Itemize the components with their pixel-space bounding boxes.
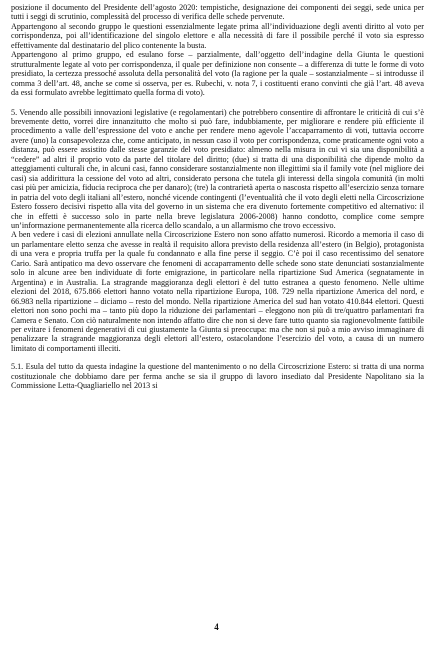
paragraph-spacer xyxy=(11,98,424,108)
paragraph-spacer xyxy=(11,353,424,362)
paragraph-section-5: 5. Venendo alle possibili innovazioni legislative (e regolamentari) che potrebbero consentire di affrontare le criticità di cui s’è brevemente detto, vorrei dire innanzitutto che molto si può fare, indubbiamente, per migliorare e rendere più efficiente il procedimento a valle dell’espressione del voto e anche per rendere meno agevole l’accaparramento di voti, tuttavia occorre avere (uno) la consapevolezza che, come anticipato, in nessun caso il voto per corrispondenza, come praticamente ogni voto a distanza, può essere assistito dalle stesse garanzie del voto presidiato: almeno nella misura in cui vi sia una disponibilità a “cedere” ad altri il proprio voto da parte del titolare del diritto; (due) si tratta di una disponibilità che dipende molto da atteggiamenti culturali che, in alcuni casi, fanno considerare sostanzialmente non illegittimi sia il family vote (nel migliore dei casi) sia addirittura la cessione del voto ad altri, considerato persona che tutela gli interessi della singola comunità (in molti casi più per amicizia, fiducia reciproca che per danaro); (tre) la contrarietà aperta o nascosta rispetto all’esercizio senza tornare in patria del voto degli italiani all’estero, nonché vicende contingenti (l’eventualità che il voto degli eletti nella Circoscrizione Estero fossero decisivi rispetto alla vita del governo in un sistema che era divenuto fortemente competitivo ed alternativo: il che in effetti è successo solo in parte nella breve legislatura 2006-2008) hanno condotto, complice come sempre un’informazione permanentemente alla ricerca dello scandalo, a un allarmismo che trovo eccessivo. xyxy=(11,107,424,230)
paragraph-posizione: posizione il documento del Presidente dell’agosto 2020: tempistiche, designazione dei componenti dei seggi, sede unica per tutti i seggi di scrutinio, complessità del processo di verifica delle schede pervenute. xyxy=(11,3,424,22)
paragraph-primo-gruppo: Appartengono al primo gruppo, ed esulano forse – parzialmente, dall’oggetto dell’indagine della Giunta le questioni strutturalmente legate al voto per corrispondenza, il quale per definizione non consente – a differenza di tutte le forme di voto presidiato, la certezza pressoché assoluta della personalità del voto (la ragione per la quale – sostanzialmente – si introdusse il comma 3 dell’art. 48, anche se come si osserva, per es. Rubechi, v. nota 7, i costituenti erano convinti che già l’art. 48 aveva da essi formulato avrebbe legittimato quella forma di voto). xyxy=(11,50,424,98)
paragraph-elezioni-annullate: A ben vedere i casi di elezioni annullate nella Circoscrizione Estero non sono affatto numerosi. Ricordo a memoria il caso di un parlamentare eletto senza che avesse in realtà il requisito allora previsto della residenza all’estero (in Belgio), protagonista di una vera e propria truffa per la quale fu condannato e alla fine perse il seggio. C’è poi il caso recentissimo del senatore Cario. Sarà antipatico ma devo osservare che fenomeni di accaparramento delle schede sono state denunciati sostanzialmente solo in alcune aree ben individuate di forte emigrazione, in particolare nella ripartizione Sud America (segnatamente in Argentina) e in Australia. La stragrande maggioranza degli elettori è del tutto estranea a questo fenomeno. Nelle ultime elezioni del 2018, 675.866 elettori hanno votato nella ripartizione Europa, 108. 729 nella ripartizione America del nord, e 66.983 nella ripartizione – diciamo – resto del mondo. Nella ripartizione America del sud han votato 410.844 elettori. Questi elettori non sono pochi ma – tanto più dopo la riduzione dei parlamentari – eleggono non più di tre/quattro parlamentari fra Camera e Senato. Con ciò naturalmente non intendo affatto dire che non si deve fare tutto quanto sia ragionevolmente fattibile per evitare i fenomeni degenerativi di cui giustamente la Giunta si preoccupa: ma che non si può a mio avviso immaginare di penalizzare la stragrande maggioranza degli elettori all’estero, ostacolandone l’esercizio del voto, a causa di un numero limitato di comportamenti illeciti. xyxy=(11,230,424,353)
page-number: 4 xyxy=(214,622,219,632)
paragraph-secondo-gruppo: Appartengono al secondo gruppo le questioni essenzialmente legate prima all’individuazione degli aventi diritto al voto per corrispondenza, poi all’identificazione del singolo elettore e alla necessità di fare il possibile perché il voto sia espresso effettivamente dal destinatario del plico contenente la busta. xyxy=(11,21,424,50)
paragraph-section-5-1: 5.1. Esula del tutto da questa indagine la questione del mantenimento o no della Circoscrizione Estero: si tratta di una norma costituzionale che dobbiamo dare per ferma anche se sia il gruppo di lavoro insediato dal Presidente Napolitano sia la Commissione Letta-Quagliariello nel 2013 si xyxy=(11,362,424,391)
